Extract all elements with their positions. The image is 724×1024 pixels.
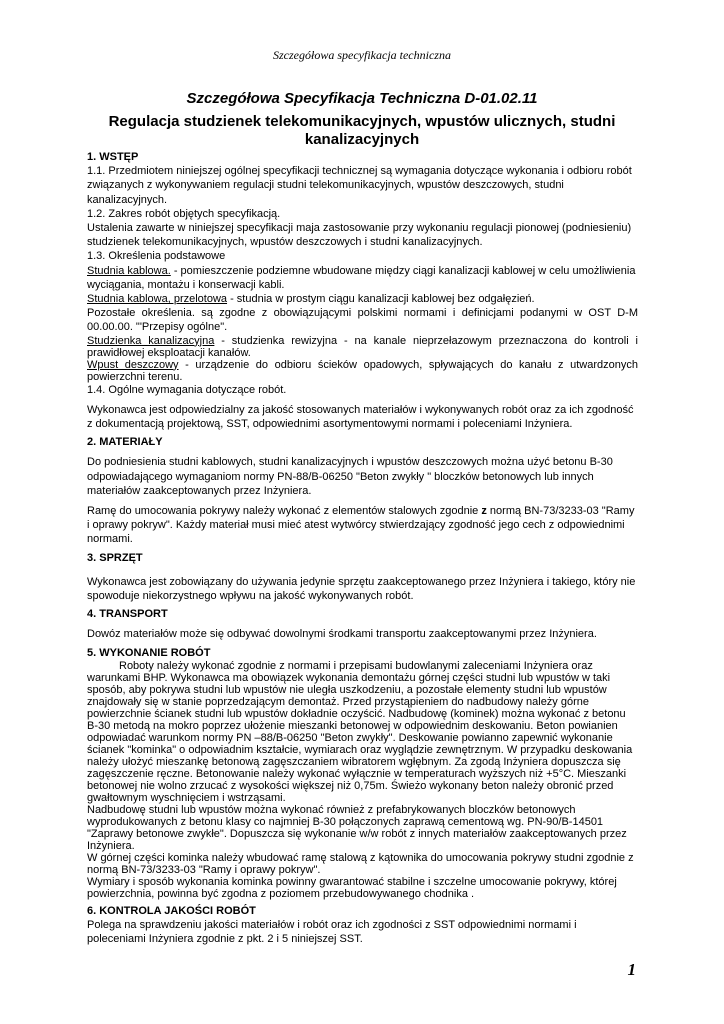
definition-term: Wpust deszczowy bbox=[87, 358, 179, 371]
running-header: Szczegółowa specyfikacja techniczna bbox=[273, 48, 451, 62]
section-heading-1: 1. WSTĘP bbox=[87, 151, 139, 163]
paragraph: Nadbudowę studni lub wpustów można wykonać również z prefabrykowanych bloczków betonowych wyprodukowanych z betonu klasy co najmniej B-30 połączonych zaprawą cementową wg. PN-90/B-14501 "Zaprawy betonowe zwykłe". Dopuszcza się wykonanie w/w robót z innych materiałów zaakceptowanych przez Inżyniera. bbox=[87, 803, 627, 852]
section-heading-3: 3. SPRZĘT bbox=[87, 551, 143, 564]
definition-term: Studnia kablowa, przelotowa bbox=[87, 293, 228, 306]
paragraph: Ramę do umocowania pokrywy należy wykonać z elementów stalowych zgodnie z normą BN-73/3233-03 "Ramy i oprawy pokryw". Każdy materiał musi mieć atest wytwórcy stwierdzający zgodność jego cech z odpowiednimi normami. bbox=[87, 505, 635, 546]
definition bbox=[87, 359, 638, 383]
paragraph: Ustalenia zawarte w niniejszej specyfikacji maja zastosowanie przy wykonaniu regulacji pionowej (podniesieniu) studzienek telekomunikacyjnych, wpustów deszczowych i studni kanalizacyjnych. bbox=[87, 222, 632, 249]
definition bbox=[87, 335, 638, 359]
definition-text: - studzienka rewizyjna - na kanale nieprzełazowym przeznaczona do kontroli i prawidłowej eksploatacji kanałów. bbox=[87, 334, 638, 359]
section-heading-2: 2. MATERIAŁY bbox=[87, 436, 163, 449]
paragraph: 1.3. Określenia podstawowe bbox=[87, 250, 226, 263]
definition-text: - urządzenie do odbioru ścieków opadowych, spływających do kanału z utwardzonych powierzchni terenu. bbox=[87, 358, 638, 383]
paragraph: 1.1. Przedmiotem niniejszej ogólnej specyfikacji technicznej są wymagania dotyczące wykonania i odbioru robót związanych z wykonywaniem regulacji studni telekomunikacyjnych, wpustów deszczowych, studni kanalizacyjnych. bbox=[87, 165, 632, 206]
definition-term: Studzienka kanalizacyjna bbox=[87, 334, 215, 347]
paragraph: Wymiary i sposób wykonania kominka powinny gwarantować stabilne i szczelne umocowanie pokrywy, której powierzchnia, powinna być zgodna z poziomem przebudowywanego chodnika . bbox=[87, 875, 617, 900]
definition bbox=[87, 292, 638, 306]
paragraph: 1.4. Ogólne wymagania dotyczące robót. bbox=[87, 383, 287, 396]
section-heading-6: 6. KONTROLA JAKOŚCI ROBÓT bbox=[87, 904, 256, 917]
definition-text: - studnia w prostym ciągu kanalizacji kablowej bez odgałęzień. bbox=[227, 293, 535, 306]
definition-text: - pomieszczenie podziemne wbudowane między ciągi kanalizacji kablowej w celu umożliwienia wyciągania, montażu i konserwacji kabli. bbox=[87, 264, 636, 291]
definition bbox=[87, 264, 638, 292]
paragraph: W górnej części kominka należy wbudować ramę stalową z kątownika do umocowania pokrywy studni zgodnie z normą BN-73/3233-03 "Ramy i oprawy pokryw". bbox=[87, 851, 634, 876]
document-subtitle: Regulacja studzienek telekomunikacyjnych, wpustów ulicznych, studni kanalizacyjnych bbox=[108, 113, 616, 148]
definition-term: Studnia kablowa. bbox=[87, 264, 171, 277]
paragraph: Wykonawca jest odpowiedzialny za jakość stosowanych materiałów i wykonywanych robót oraz za ich zgodność z dokumentacją projektową, SST, odpowiednimi asortymentowymi normami i poleceniami Inżyniera. bbox=[87, 403, 634, 431]
paragraph: Pozostałe określenia. są zgodne z obowiązującymi polskimi normami i definicjami podanymi w OST D-M 00.00.00. "'Przepisy ogólne". bbox=[87, 307, 638, 334]
document-body bbox=[87, 150, 638, 947]
paragraph: Roboty należy wykonać zgodnie z normami i przepisami budowlanymi zaleceniami Inżyniera oraz warunkami BHP. Wykonawca ma obowiązek wykonania demontażu górnej części studni lub wpustów w taki sposób, aby pokrywa studni lub wpustów nie uległa uszkodzeniu, a pozostałe elementy studni lub wpustów znajdowały się w stanie poprzedzającym demontaż. Przed przystąpieniem do nadbudowy należy górne powierzchnie ścianek studni lub wpustów dokładnie oczyścić. Nadbudowę (kominek) można wykonać z betonu B-30 metodą na mokro poprzez ułożenie mieszanki betonowej w odpowiednim deskowaniu. Beton powianien odpowiadać warunkom normy PN –88/B-06250 "Beton zwykły". Deskowanie powianno zapewnić wykonanie ścianek "kominka" o odpowiadnim kształcie, wymiarach oraz wyglądzie zewnętrznym. W przypadku deskowania należy ułożyć mieszankę betonową zagęszczaniem wibratorem wgłębnym. Za zgodą Inżyniera dopuszcza się zagęszczenie ręczne. Betonowanie należy wykonać wyłącznie w temperaturach wyższych niż +5°C. Mieszanki betonowej nie wolno zrzucać z wysokości większej niż 0,75m. Świeżo wykonany beton należy obronić przed gwałtownym wyschnięciem i wstrząsami. bbox=[87, 659, 633, 804]
paragraph: Do podniesienia studni kablowych, studni kanalizacyjnych i wpustów deszczowych można użyć betonu B-30 odpowiadającego wymaganiom normy PN-88/B-06250 "Beton zwykły " bloczków betonowych lub innych materiałów zaakceptowanych przez Inżyniera. bbox=[87, 456, 613, 497]
section-heading-5: 5. WYKONANIE ROBÓT bbox=[87, 646, 211, 659]
paragraph: 1.2. Zakres robót objętych specyfikacją. bbox=[87, 207, 281, 220]
section-heading-4: 4. TRANSPORT bbox=[87, 608, 168, 621]
paragraph: Dowóz materiałów może się odbywać dowolnymi środkami transportu zaakceptowanymi przez Inżyniera. bbox=[87, 628, 597, 641]
paragraph: Polega na sprawdzeniu jakości materiałów i robót oraz ich zgodności z SST odpowiednimi normami i poleceniami Inżyniera zgodnie z pkt. 2 i 5 niniejszej SST. bbox=[87, 919, 577, 946]
paragraph: Wykonawca jest zobowiązany do używania jedynie sprzętu zaakceptowanego przez Inżyniera i takiego, który nie spowoduje niekorzystnego wpływu na jakość wykonywanych robót. bbox=[87, 575, 636, 603]
document-title: Szczegółowa Specyfikacja Techniczna D-01.02.11 bbox=[186, 90, 538, 107]
page-number: 1 bbox=[627, 960, 636, 979]
